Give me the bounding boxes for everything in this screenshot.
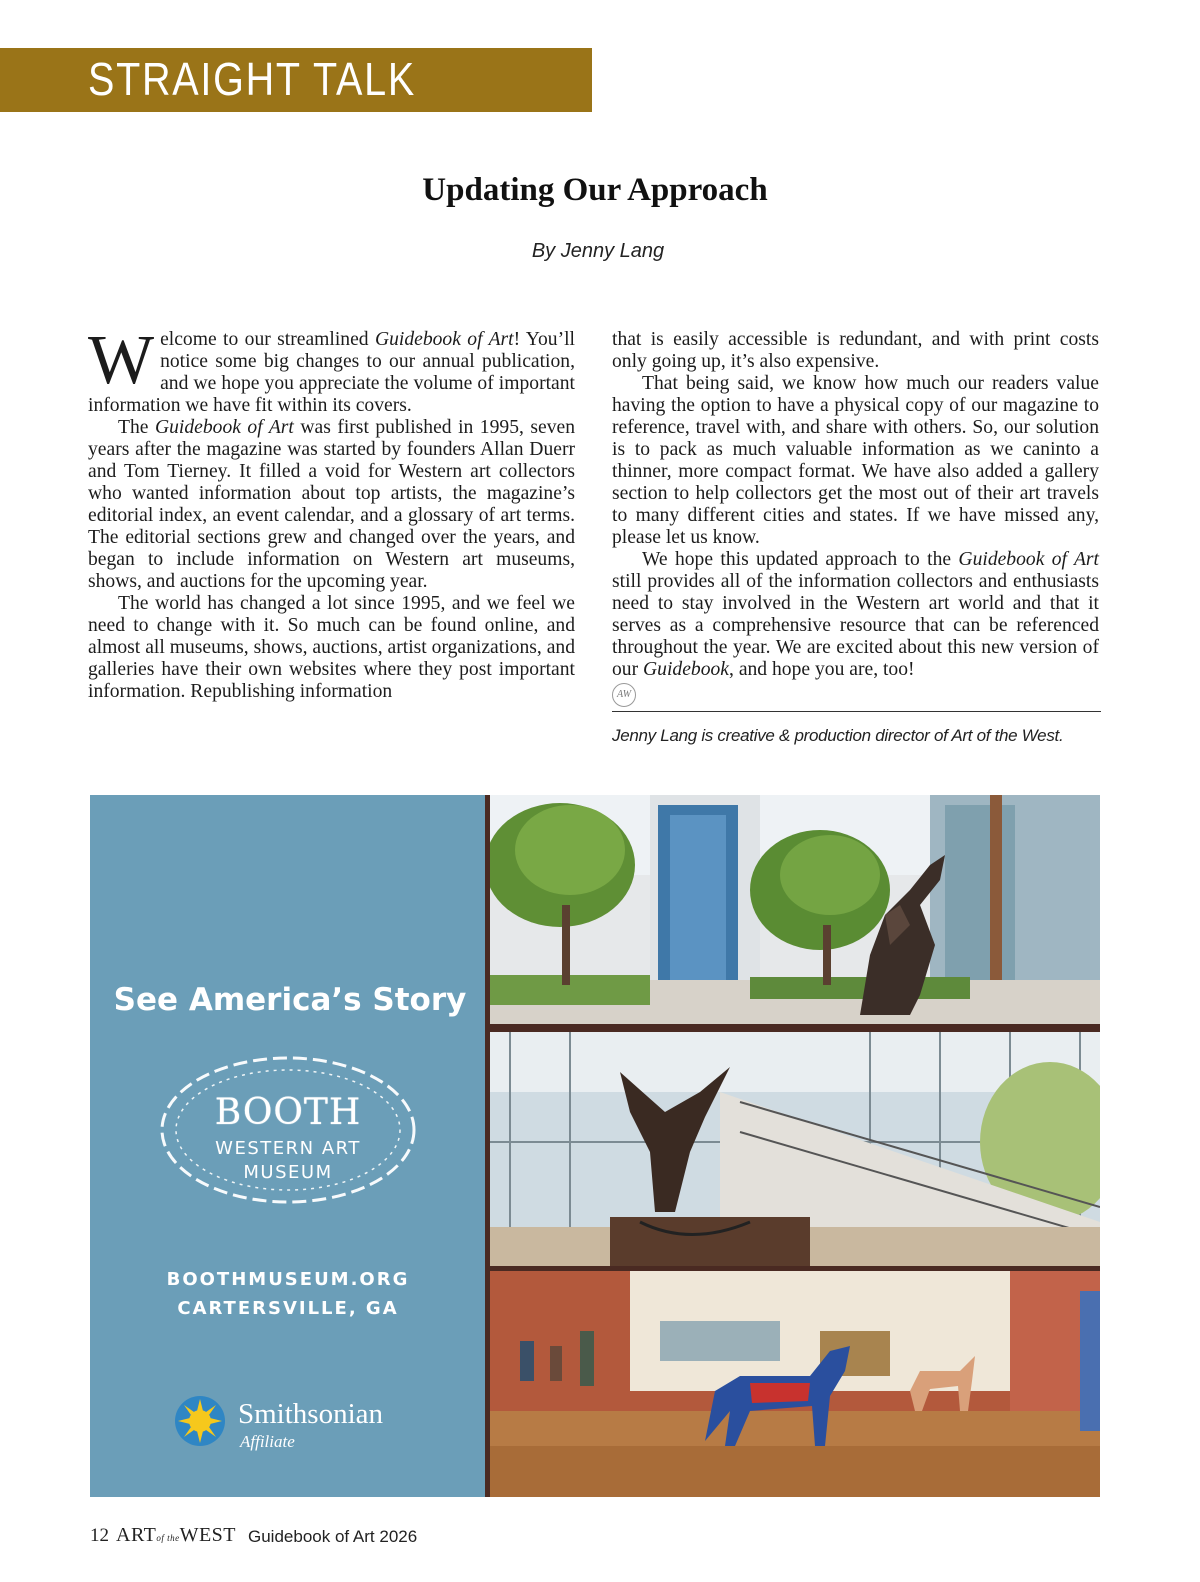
magazine-logo-west: WEST [179, 1524, 236, 1546]
paragraph-text: still provides all of the information collectors and enthusiasts need to stay involved in the Western art world and that it serves as a comprehensive resource that can be referenced throughout the year. We are excited about this new version of our [612, 571, 1099, 680]
ad-website-link[interactable]: BOOTHMUSEUM.ORG [166, 1269, 410, 1290]
paragraph-text: We hope this updated approach to the [642, 549, 959, 570]
issue-name: Guidebook of Art 2026 [248, 1527, 418, 1546]
publication-title: Guidebook [643, 659, 730, 680]
article-byline: By Jenny Lang [531, 240, 665, 262]
paragraph-3: The world has changed a lot since 1995, and we feel we need to change with it. So much can be found online, and almost all museums, shows, auctions, artist organizations, and galleries have their own websites where they post important information. Republishing information [88, 593, 575, 702]
ad-location: CARTERSVILLE, GA [177, 1298, 399, 1319]
paragraph-text: The [118, 417, 155, 438]
ad-text-panel [90, 795, 485, 1497]
logo-subtitle-line2: MUSEUM [243, 1162, 333, 1183]
paragraph-5 [612, 549, 1099, 681]
paragraph-2 [88, 417, 575, 593]
ad-headline: See America’s Story [113, 982, 467, 1018]
paragraph-4: That being said, we know how much our readers value having the option to have a physical copy of our magazine to reference, travel with, and share with others. So, our solution is to pack as much valuable information as we caninto a thinner, more compact format. We have also added a gallery section to help collectors get the most out of their art travels to many different cities and states. If we have missed any, please let us know. [612, 373, 1099, 548]
end-mark-icon: AW [612, 683, 636, 707]
drop-cap: W [88, 322, 155, 399]
museum-gallery-photo [490, 1271, 1100, 1497]
partner-affiliate-label: Affiliate [240, 1432, 295, 1451]
end-mark-line [612, 681, 1099, 707]
publication-title: Guidebook of Art [154, 417, 294, 438]
paragraph-text: elcome to our streamlined [160, 329, 375, 350]
paragraph-text: ! You’ll notice some big changes to our annual publication, and we hope you appreciate the volume of important information we have fit within its covers. [88, 329, 575, 416]
museum-advertisement[interactable] [90, 795, 1100, 1497]
author-bio: Jenny Lang is creative & production director of Art of the West. [612, 726, 1064, 745]
paragraph-text: was first published in 1995, seven years after the magazine was started by founders Allan Duerr and Tom Tierney. It filled a void for Western art collectors who wanted information about top artists, the magazine’s editorial index, an event calendar, and a glossary of art terms. The editorial sections grew and changed over the years, and began to include information on Western art museums, shows, and auctions for the upcoming year. [88, 417, 575, 592]
magazine-logo-art: ART [116, 1524, 157, 1546]
magazine-logo [116, 1524, 236, 1547]
museum-exterior-photo [490, 795, 1100, 1024]
section-label: STRAIGHT TALK [88, 53, 416, 105]
museum-atrium-photo [490, 1032, 1100, 1266]
section-header-bar [0, 48, 592, 112]
publication-title: Guidebook of Art [958, 549, 1099, 570]
page-number: 12 [90, 1525, 109, 1546]
logo-booth-text: BOOTH [214, 1092, 362, 1133]
magazine-logo-of-the: of the [156, 1533, 180, 1543]
article-title: Updating Our Approach [422, 172, 768, 208]
paragraph-1 [88, 322, 575, 417]
article-column-left [88, 322, 575, 703]
paragraph-text: , and hope you are, too! [729, 659, 915, 680]
article-column-right [612, 329, 1099, 707]
publication-title: Guidebook of Art [374, 329, 514, 350]
booth-museum-logo [156, 1050, 420, 1210]
partner-name: Smithsonian [238, 1398, 384, 1430]
smithsonian-sun-icon [174, 1395, 226, 1447]
paragraph-3-continued: that is easily accessible is redundant, and with print costs only going up, it’s also expensive. [612, 329, 1099, 372]
bio-divider [612, 711, 1101, 712]
logo-subtitle-line1: WESTERN ART [215, 1138, 361, 1159]
